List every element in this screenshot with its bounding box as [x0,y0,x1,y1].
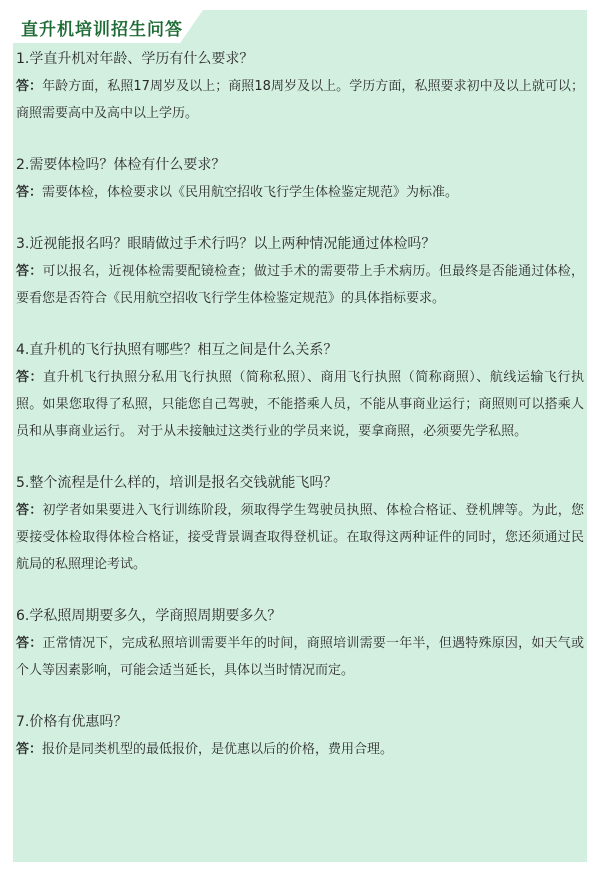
faq-list [16,46,584,788]
answer-label: 答： [16,79,43,94]
faq-answer-text: 可以报名，近视体检需要配镜检查；做过手术的需要带上手术病历。但最终是否能通过体检，要看您是否符合《民用航空招收飞行学生体检鉴定规范》的具体指标要求。 [16,264,584,306]
faq-question: 2.需要体检吗？体检有什么要求？ [16,157,226,173]
faq-answer [16,179,584,206]
faq-question: 7.价格有优惠吗？ [16,714,128,730]
faq-question: 5.整个流程是什么样的，培训是报名交钱就能飞吗？ [16,475,338,491]
faq-item-2 [16,152,584,206]
answer-label: 答： [16,503,43,518]
answer-label: 答： [16,370,44,385]
faq-question: 1.学直升机对年龄、学历有什么要求？ [16,51,254,67]
faq-answer [16,630,584,684]
answer-label: 答： [16,185,43,200]
faq-answer [16,73,584,127]
faq-answer-text: 正常情况下，完成私照培训需要半年的时间，商照培训需要一年半，但遇特殊原因，如天气或个人等因素影响，可能会适当延长，具体以当时情况而定。 [16,636,584,678]
faq-item-7 [16,709,584,763]
answer-label: 答： [16,636,43,651]
faq-panel [13,10,587,862]
faq-answer [16,497,584,578]
faq-item-5 [16,470,584,578]
faq-item-6 [16,603,584,684]
faq-answer-text: 报价是同类机型的最低报价，是优惠以后的价格，费用合理。 [42,742,394,757]
faq-item-1 [16,46,584,127]
faq-answer [16,736,584,763]
faq-answer-text: 直升机飞行执照分私用飞行执照（简称私照）、商用飞行执照（简称商照）、航线运输飞行执照。如果您取得了私照，只能您自己驾驶，不能搭乘人员，不能从事商业运行；商照则可以搭乘人员和从事商业运行。 对于从未接触过这类行业的学员来说，要拿商照，必须要先学私照。 [16,370,584,439]
faq-answer [16,258,584,312]
page-title: 直升机培训招生问答 [21,20,183,40]
faq-answer-text: 初学者如果要进入飞行训练阶段，须取得学生驾驶员执照、体检合格证、登机牌等。为此，您要接受体检取得体检合格证，接受背景调查取得登机证。在取得这两种证件的同时，您还须通过民航局的私照理论考试。 [16,503,584,572]
faq-answer [16,364,584,445]
faq-question: 4.直升机的飞行执照有哪些？相互之间是什么关系？ [16,342,338,358]
faq-answer-text: 需要体检，体检要求以《民用航空招收飞行学生体检鉴定规范》为标准。 [42,185,459,200]
faq-question: 6.学私照周期要多久，学商照周期要多久？ [16,608,282,624]
faq-item-4 [16,337,584,445]
answer-label: 答： [16,264,43,279]
faq-question: 3.近视能报名吗？眼睛做过手术行吗？以上两种情况能通过体检吗？ [16,236,436,252]
faq-answer-text: 年龄方面，私照17周岁及以上；商照18周岁及以上。学历方面，私照要求初中及以上就可以；商照需要高中及高中以上学历。 [16,79,584,121]
answer-label: 答： [16,742,43,757]
faq-item-3 [16,231,584,312]
